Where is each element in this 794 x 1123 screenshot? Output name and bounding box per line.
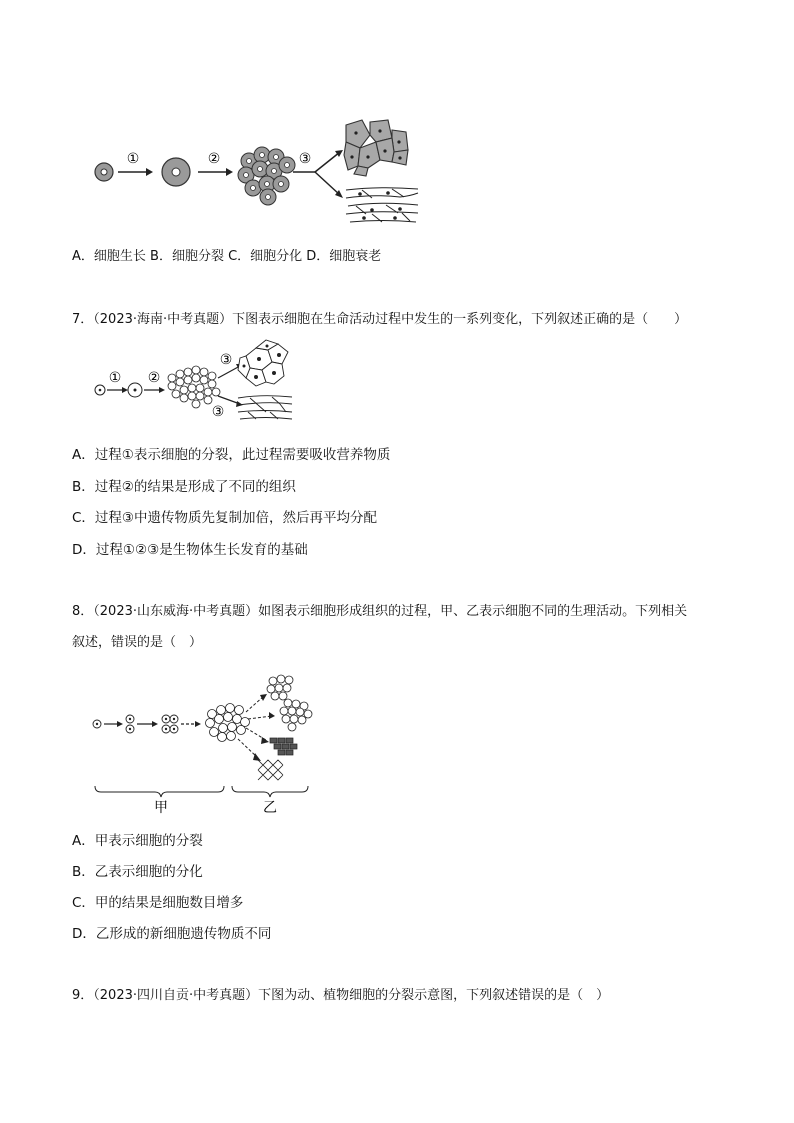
q7-step-label-2: ② [147,370,161,386]
q8-cell-cluster [206,704,250,742]
q7-step-label-1: ① [108,370,122,386]
q6-options: A．细胞生长 B．细胞分裂 C．细胞分化 D．细胞衰老 [72,249,382,264]
q7-option-c: C．过程③中遗传物质先复制加倍，然后再平均分配 [72,510,378,526]
q8-option-b: B．乙表示细胞的分化 [72,864,203,880]
q8-option-a: A．甲表示细胞的分裂 [72,833,203,849]
q7-step-label-3b: ③ [211,404,225,420]
q7-stem: 7．（2023·海南·中考真题）下图表示细胞在生命活动过程中发生的一系列变化，下列叙述正确的是（ ） [72,312,688,327]
q7-step-label-3a: ③ [219,352,233,368]
q7-option-a: A．过程①表示细胞的分裂，此过程需要吸收营养物质 [72,447,391,463]
q8-option-d: D．乙形成的新细胞遗传物质不同 [72,926,272,942]
q8-label-yi: 乙 [263,800,277,816]
q6-step-label-2: ② [207,151,221,167]
q8-stem-line2: 叙述，错误的是（ ） [72,635,203,650]
q9-stem: 9．（2023·四川自贡·中考真题）下图为动、植物细胞的分裂示意图，下列叙述错误的是（ ） [72,988,610,1003]
q6-step-label-3: ③ [298,151,312,167]
q7-option-b: B．过程②的结果是形成了不同的组织 [72,479,296,495]
q8-brace-jia [95,786,224,797]
q8-option-c: C．甲的结果是细胞数目增多 [72,895,244,911]
q8-label-jia: 甲 [154,800,168,816]
q7-option-d: D．过程①②③是生物体生长发育的基础 [72,542,308,558]
q6-step-label-1: ① [126,151,140,167]
q8-brace-yi [232,786,308,797]
q8-stem-line1: 8．（2023·山东威海·中考真题）如图表示细胞形成组织的过程，甲、乙表示细胞不同的生理活动。下列相关 [72,604,688,619]
